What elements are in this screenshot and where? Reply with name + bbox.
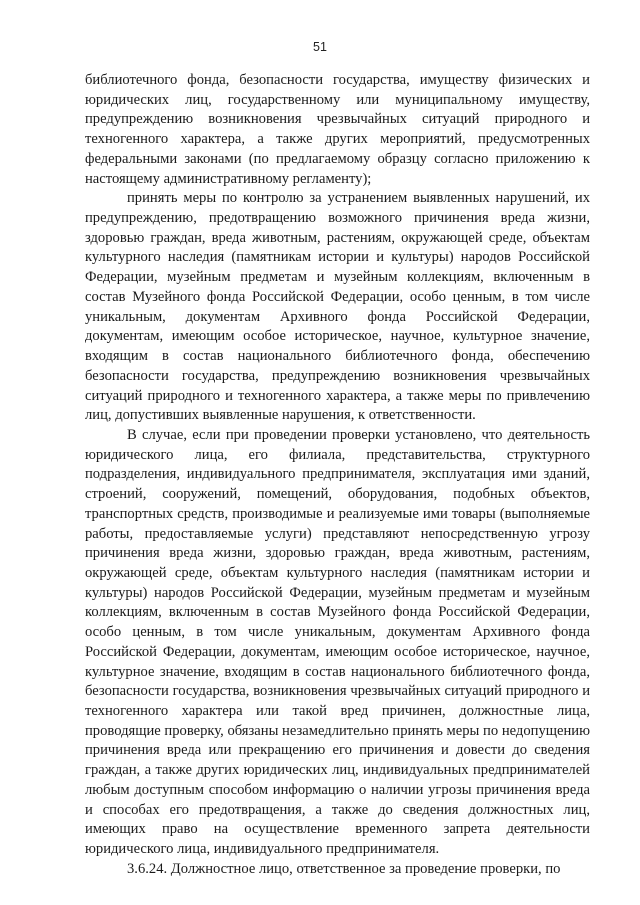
- paragraph-measures: принять меры по контролю за устранением выявленных нарушений, их предупреждению, предотвращению возможного причинения вреда жизни, здоровью граждан, вреда животным, растениям, окружающей среде, объектам культурного наследия (памятникам истории и культуры) народов Российской Федерации, музейным предметам и музейным коллекциям, включенным в состав Музейного фонда Российской Федерации, особо ценным, в том числе уникальным, документам Архивного фонда Российской Федерации, документам, имеющим особое историческое, научное, культурное значение, входящим в состав национального библиотечного фонда, обеспечению безопасности государства, предупреждению возникновения чрезвычайных ситуаций природного и техногенного характера, а также меры по привлечению лиц, допустивших выявленные нарушения, к ответственности.: [85, 190, 590, 424]
- document-body: [85, 71, 590, 879]
- paragraph-continuation: библиотечного фонда, безопасности государства, имуществу физических и юридических лиц, государственному или муниципальному имуществу, предупреждению возникновения чрезвычайных ситуаций природного и техногенного характера, а также других мероприятий, предусмотренных федеральными законами (по предлагаемому образцу согласно приложению к настоящему административному регламенту);: [85, 72, 590, 187]
- paragraph-threat-case: В случае, если при проведении проверки установлено, что деятельность юридического лица, его филиала, представительства, структурного подразделения, индивидуального предпринимателя, эксплуатация ими зданий, строений, сооружений, помещений, оборудования, подобных объектов, транспортных средств, производимые и реализуемые ими товары (выполняемые работы, предоставляемые услуги) представляют непосредственную угрозу причинения вреда жизни, здоровью граждан, вреда животным, растениям, окружающей среде, объектам культурного наследия (памятникам истории и культуры) народов Российской Федерации, музейным предметам и музейным коллекциям, включенным в состав Музейного фонда Российской Федерации, особо ценным, в том числе уникальным, документам Архивного фонда Российской Федерации, документам, имеющим особое историческое, научное, культурное значение, входящим в состав национального библиотечного фонда, безопасности государства, возникновения чрезвычайных ситуаций природного и техногенного характера или такой вред причинен, должностные лица, проводящие проверку, обязаны незамедлительно принять меры по недопущению причинения вреда или прекращению его причинения и довести до сведения граждан, а также других юридических лиц, индивидуальных предпринимателей любым доступным способом информацию о наличии угрозы причинения вреда и способах его предотвращения, а также до сведения должностных лиц, имеющих право на осуществление временного запрета деятельности юридического лица, индивидуального предпринимателя.: [85, 426, 590, 858]
- paragraph-section-3-6-24: 3.6.24. Должностное лицо, ответственное за проведение проверки, по: [127, 860, 561, 877]
- page-number: 51: [313, 40, 327, 54]
